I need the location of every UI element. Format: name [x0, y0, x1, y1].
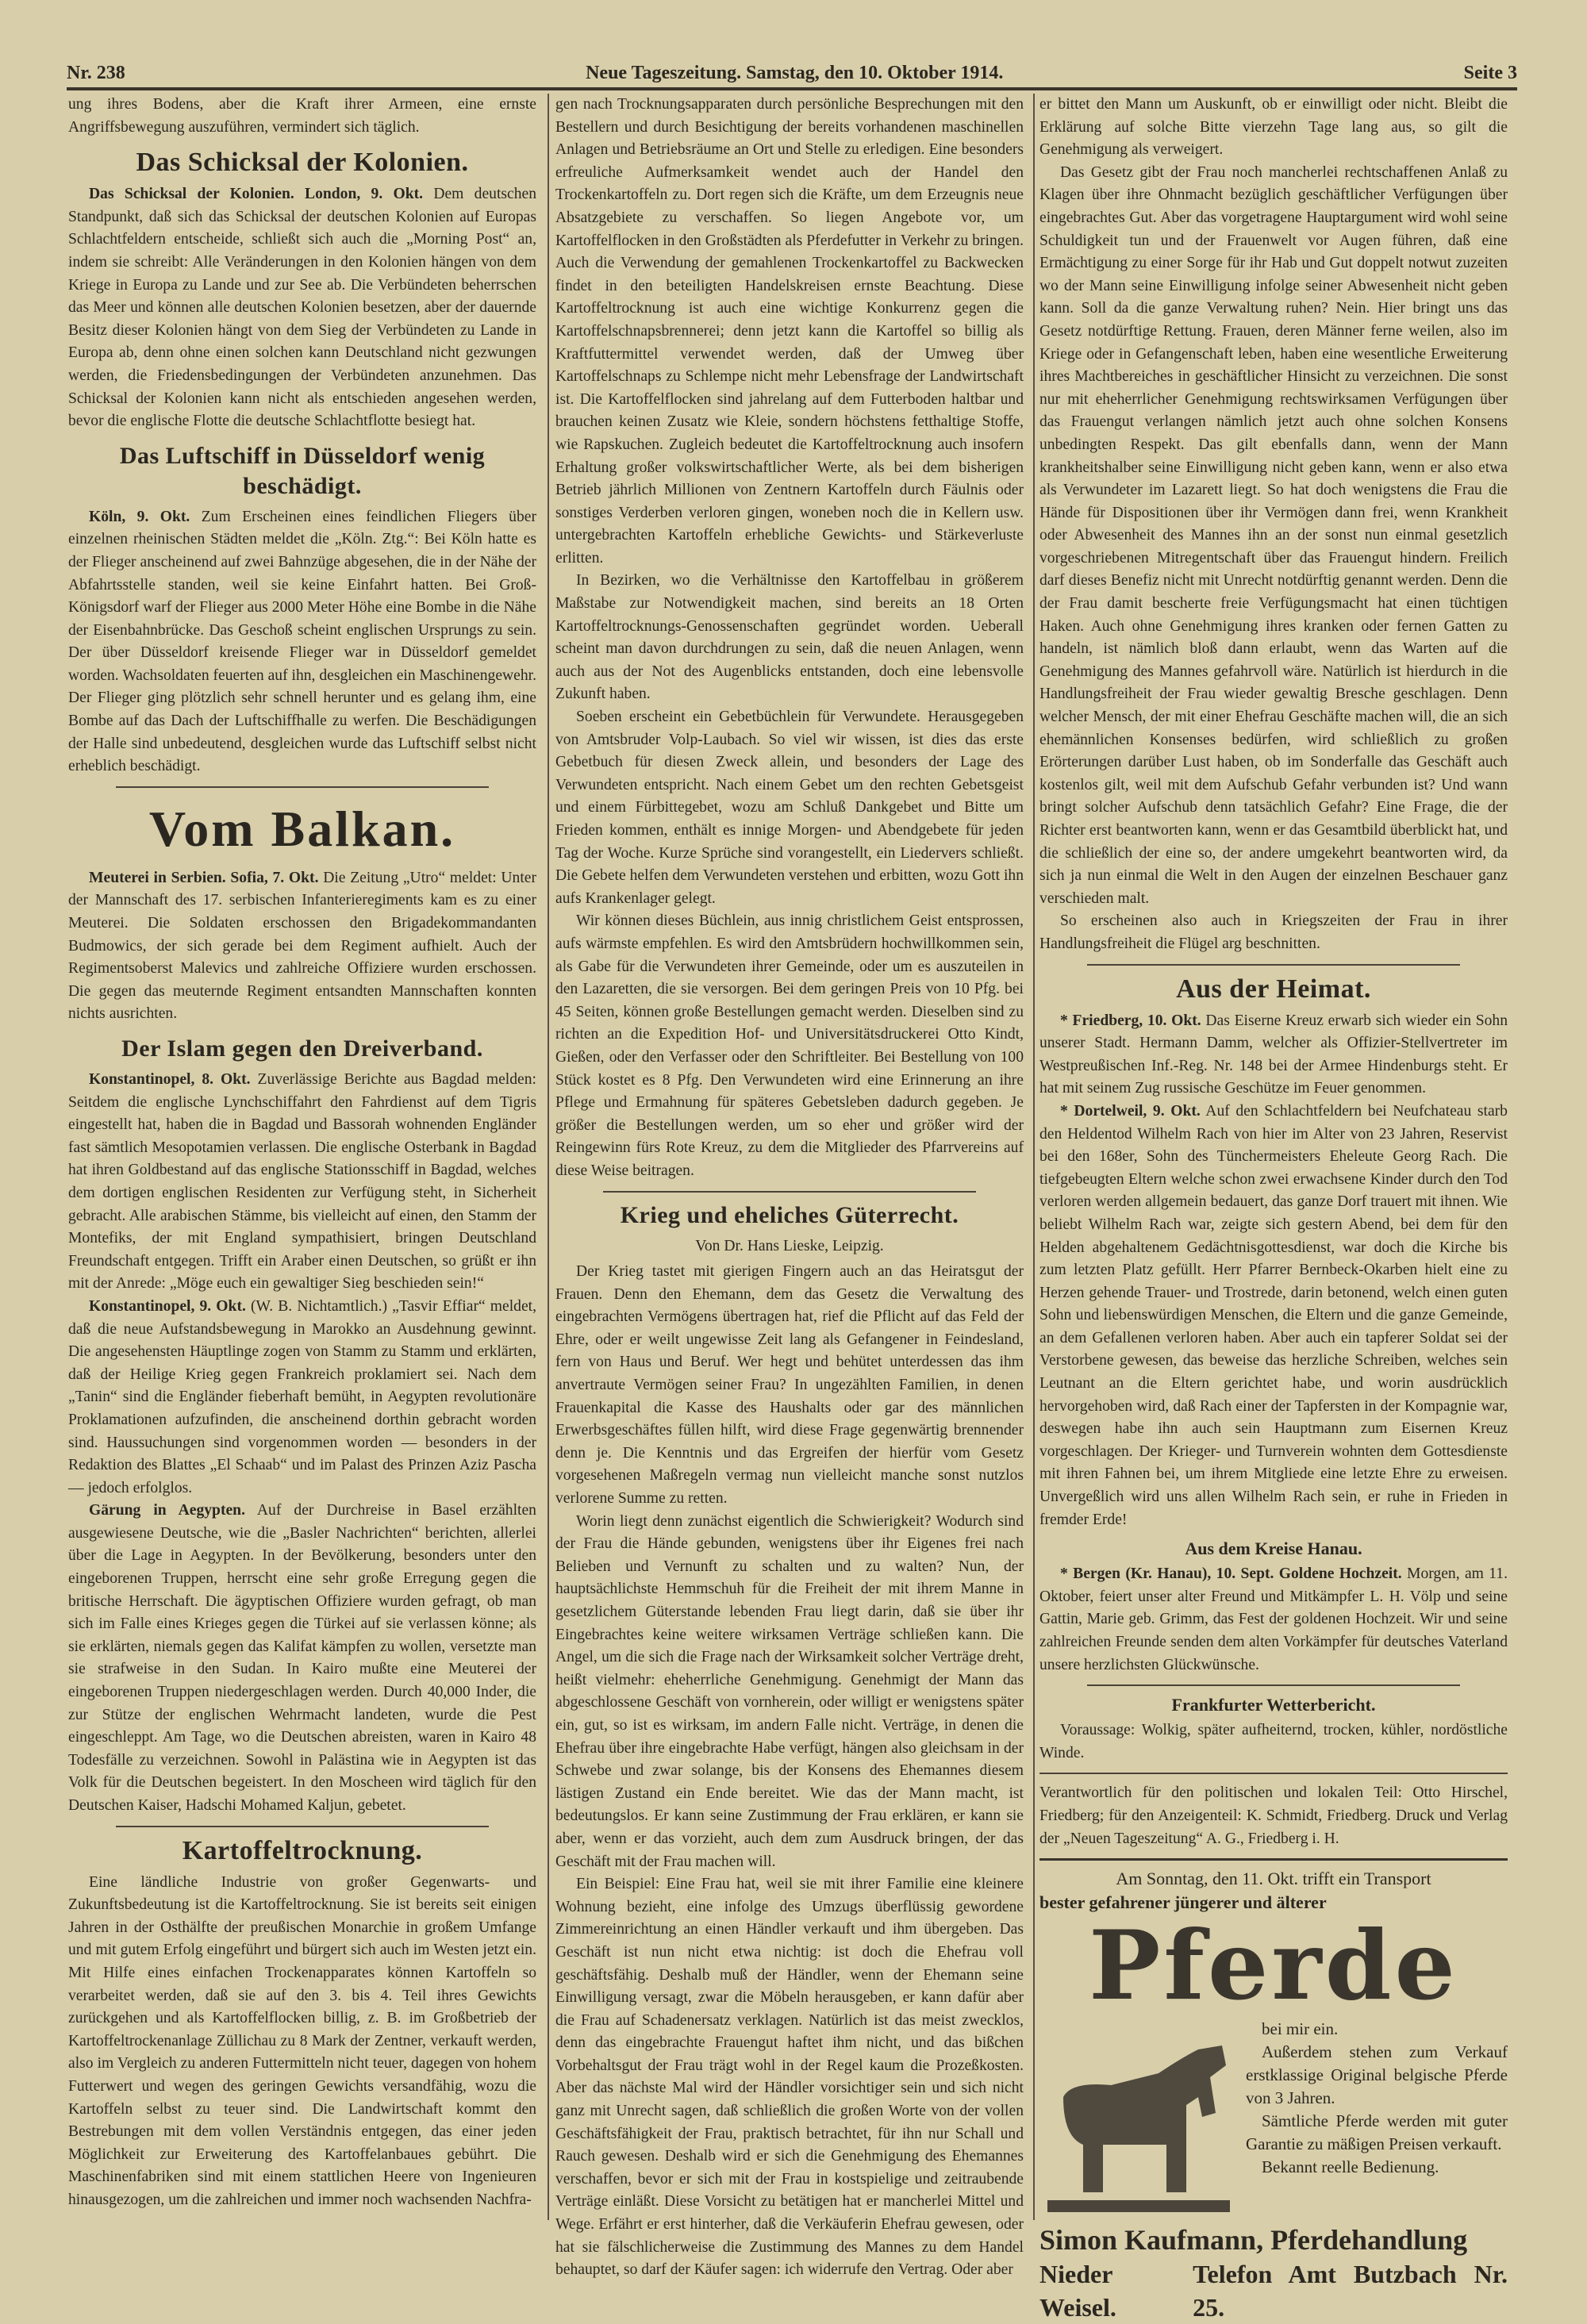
article-islam-3	[68, 1500, 536, 1817]
article-luftschiff	[68, 506, 536, 778]
article-balkan	[68, 867, 536, 1026]
paragraph: Das Gesetz gibt der Frau noch mancherlei rechtschaffenen Anlaß zu Klagen über ihre Ohnmacht bezüglich geschäftlicher Verfügungen über eingebrachtes Gut. Aber das vorgetragene Hauptargument wird wohl seine Schuldigkeit tun und der Frauenwelt vor Augen führen, daß eine Ermächtigung zu einer Sorge für ihr Hab und Gut doppelt notwut zuzeiten wo der Mann seine Einwilligung infolge seiner Abwesenheit nicht geben kann. Soll da die ganze Verwaltung ruhen? Nein. Hier bringt uns das Gesetz notdürftige Rettung. Frauen, deren Männer ferne weilen, also im Kriege oder in Gefangenschaft leben, haben eine wesentliche Erweiterung ihres Machtbereiches in geschäftlicher Hinsicht zu verzeichnen. Die sonst nur mit eheherrlicher Genehmigung rechtswirksamen Verfügungen über das Frauengut verlangen nämlich jetzt auch ohne solchen Konsens unbedingten Respekt. Das gilt ebenfalls dann, wenn der Mann krankheitshalber seine Einwilligung nicht geben kann, wenn er also etwa als Verwundeter im Lazarett liegt. So hat doch wenigstens die Frau die Hände für Dispositionen über ihr Vermögen dann frei, wenn Krankheit oder Abwesenheit des Mannes ihn an der sonst nun einmal gesetzlich vorgeschriebenen Mitregentschaft über das Frauengut hindern. Freilich darf dieses Benefiz nicht mit Unrecht notdürftig genannt werden. Denn die der Frau damit bescherte freie Verfügungsmacht hat einen tüchtigen Haken. Auch ohne Genehmigung ihres kranken oder fernen Gatten zu handeln, ist nämlich bloß dann erlaubt, wenn das Warten auf die Genehmigung des Mannes gefahrvoll wäre. Natürlich ist hierdurch in die Handlungsfreiheit der Frau wieder gewaltig Bresche geschlagen. Denn welcher Mensch, der mit einer Ehefrau Geschäfte machen will, die an sich ehemännlichen Konsenses bedürfen, wird schließlich zu großen Erörterungen darüber Lust haben, ob im Sonderfalle das Geschäft auch kostenlos gilt, weil mit dem Aufschub Gefahr verbunden ist? Und wann bringt solcher Aufschub denn tatsächlich Gefahr? Eine Frage, die der Richter erst beantworten kann, wenn er das Gesamtbild überblickt hat, und die schließlich der eine so, der andere umgekehrt beantworten wird, da sich ja nun einmal die Welt in den Augen der einzelnen Beschauer ganz verschieden malt.	[1039, 163, 1508, 907]
headline-kolonien: Das Schicksal der Kolonien.	[136, 148, 469, 178]
headline-luftschiff: Das Luftschiff in Düsseldorf wenig beschädigt.	[119, 442, 486, 499]
ad-intro: Am Sonntag, den 11. Okt. trifft ein Transport	[1116, 1869, 1431, 1889]
issue-number: Nr. 238	[67, 63, 125, 83]
ad-text: bei mir ein.	[1262, 2019, 1339, 2039]
article-text: Zum Erscheinen eines feindlichen Fliegers über einzelnen rheinischen Städten meldet die „Köln. Ztg.“: Bei Köln hatte es der Flieger anscheinend auf zwei Bahnzüge abgesehen, die in der Nähe der Abfahrtsstelle standen, weil sie keine Einfahrt hatten. Bei Groß-Königsdorf warf der Flieger aus 2000 Meter Höhe eine Bombe in die Nähe der Eisenbahnbrücke. Das Geschoß scheint englischen Ursprungs zu sein. Der über Düsseldorf kreisende Flieger war in Düsseldorf gemeldet worden. Wachsoldaten feuerten auf ihn, desgleichen ein Maschinengewehr. Der Flieger ging plötzlich sehr schnell herunter und es gelang ihm, eine Bombe auf das Dach der Luftschiffhalle zu werfen. Die Beschädigungen der Halle sind unbedeutend, desgleichen wurde das Luftschiff selbst nicht erheblich beschädigt.	[68, 508, 537, 775]
article-text: Die Zeitung „Utro“ meldet: Unter der Mannschaft des 17. serbischen Infanterieregiments kam es zu einer Meuterei. Die Soldaten erschossen den Brigadekommandanten Budmowics, der sich gerade bei dem Regiment aufhielt. Auch der Regimentsoberst Malevics und zahlreiche Offiziere wurden erschossen. Die gegen das meuternde Regiment entsandten Mannschaften konnten nichts ausrichten.	[68, 869, 536, 1023]
divider	[1087, 1684, 1460, 1686]
paragraph: Wir können dieses Büchlein, aus innig christlichem Geist entsprossen, aufs wärmste empfehlen. Es wird den Amtsbrüdern hochwillkommen sein, als Gabe für die Verwundeten ihrer Gemeinde, oder um es auszuteilen in den Lazaretten, die sie versorgen. Bei dem geringen Preis von 10 Pfg. bei 45 Seiten, können große Bestellungen gemacht werden. Dieselben sind zu richten an die Expedition Hof- und Universitätsdruckerei Otto Kindt, Gießen, oder den Verfasser oder den Schriftleiter. Bei Bestellung von 100 Stück kostet es 8 Pfg. Den Verwundeten wird eine Erinnerung an ihre Pflege und Ermahnung für späteres Gebetsleben dadurch gegeben. Je größer die Bestellungen werden, um so eher und größer wird der Reingewinn fürs Rote Kreuz, zu dem die Mitglieder des Pfarrvereins auf diese Weise beitragen.	[555, 912, 1024, 1179]
ad-text: Bekannt reelle Bedienung.	[1262, 2157, 1439, 2177]
article-islam-2	[68, 1296, 536, 1500]
dateline: * Dortelweil, 9. Okt.	[1060, 1102, 1201, 1120]
dateline: Konstantinopel, 9. Okt.	[89, 1297, 246, 1315]
column-2	[555, 94, 1024, 2282]
paragraph: Der Krieg tastet mit gierigen Fingern auch an das Heiratsgut der Frauen. Denn den Ehemann, dem das Gesetz die Verwaltung des eingebrachten Vermögens übertragen hat, rief die Pflicht auf das Feld der Ehre, oder er weilt ungewisse Zeit lang als Gefangener in Feindesland, fern von Haus und Beruf. Wer hegt und behütet unterdessen das ihm anvertraute Vermögen seiner Frau? In ungezählten Familien, in denen Frauenkapital die Kasse des Haushalts oder gar des männlichen Erwerbsgeschäftes füllen hilft, wird diese Frage gegenwärtig brennender denn je. Die Kenntnis und das Ergreifen der hierfür vom Gesetz vorgesehenen Maßregeln vermag nun vielleicht manche sonst nutzlos verlorene Summe zu retten.	[555, 1263, 1024, 1508]
weather-forecast: Voraussage: Wolkig, später aufheiternd, trocken, kühler, nordöstliche Winde.	[1039, 1722, 1508, 1761]
dateline: * Bergen (Kr. Hanau), 10. Sept. Goldene Hochzeit.	[1060, 1565, 1402, 1583]
paragraph: Soeben erscheint ein Gebetbüchlein für Verwundete. Herausgegeben von Amtsbruder Volp-Laubach. So viel wir wissen, ist dies das erste Gebetbuch für diesen Zweck allein, und besonders der Lage des Verwundeten entspricht. Nach einem Gebet um den rechten Gebetsgeist und einem Fürbittegebet, wozu am Schluß Dankgebet und Bitte um Frieden kommen, enthält es innige Morgen- und Abendgebete für jeden Tag der Woche. Kurze Sprüche sind vorangestellt, ein Liedervers schließt. Die Gebete helfen dem Verwundeten verstehen und erbitten, wozu Gott ihn aufs Krankenlager gelegt.	[555, 709, 1024, 907]
column-1	[68, 94, 536, 2212]
divider	[116, 1826, 489, 1827]
dateline: Gärung in Aegypten.	[89, 1502, 245, 1519]
continued-text: gen nach Trocknungsapparaten durch persönliche Besprechungen mit den Bestellern und durch Besichtigung der bereits vorhandenen maschinellen Anlagen und Betriebsräume an Ort und Stelle zu erledigen. Eine besonders erfreuliche Aufmerksamkeit wendet auch der Handel den Trockenkartoffeln zu. Dort regen sich die Kräfte, um dem Erzeugnis neue Absatzgebiete zu verschaffen. So liegen Angebote vor, um Kartoffelflocken in den Großstädten als Pferdefutter in Verkehr zu bringen. Auch die Verwendung der gemahlenen Trockenkartoffel zu Backwecken findet in den beteiligten Handelskreisen ernste Beachtung. Diese Kartoffeltrocknung ist auch eine wichtige Konkurrenz gegen die Kartoffelschnapsbrennerei; denn jetzt kann die Kartoffel so billig als Kraftfuttermittel verwendet werden, daß der Umweg über Kartoffelschnaps zu Schlempe nicht mehr Lebensfrage der Landwirtschaft ist. Die Kartoffelflocken sind jahrelang auf dem Futterboden haltbar und brauchen keinen Zusatz wie Kleie, sondern höchstens fetthaltige Stoffe, wie Rapskuchen. Zugleich bedeutet die Kartoffeltrocknung auch insofern Erhaltung großer volkswirtschaftlicher Werte, als bei dem bisherigen Betrieb jährlich Millionen von Zentnern Kartoffeln durch Fäulnis oder sonstiges Verderben verloren gingen, woneben noch die in Kellern usw. untergebrachten Kartoffeln erhebliche Gewichts- und Stärkeverluste erlitten.	[555, 96, 1024, 567]
column-divider	[548, 94, 549, 2220]
continued-text: ung ihres Bodens, aber die Kraft ihrer Armeen, eine ernste Angriffsbewegung auszuführen, vermindert sich täglich.	[68, 96, 536, 136]
horse-advertisement	[1039, 1858, 1508, 2324]
article-text: Das Eiserne Kreuz erwarb sich wieder ein Sohn unserer Stadt. Hermann Damm, welcher als Offizier-Stellvertreter im Westpreußischen Inf.-Reg. Nr. 148 bei der Armee Hindenburgs steht. Er hat mit seinem Zug russische Geschütze im Feuer genommen.	[1039, 1012, 1508, 1097]
headline-heimat: Aus der Heimat.	[1176, 974, 1371, 1004]
ad-firm-name: Simon Kaufmann, Pferdehandlung	[1039, 2224, 1468, 2257]
column-divider	[1033, 94, 1035, 2220]
dateline: Das Schicksal der Kolonien. London, 9. Okt.	[89, 186, 424, 203]
paragraph: Ein Beispiel: Eine Frau hat, weil sie mit ihrer Familie eine kleinere Wohnung bezieht, eine infolge des Umzugs überflüssig gewordene Zimmereinrichtung an einen Händler verkauft und ihm übergeben. Das Geschäft ist nun nicht etwa nichtig: ist doch die Ehefrau voll geschäftsfähig. Deshalb muß der Händler, wenn der Ehemann seine Einwilligung versagt, zwar die Möbeln herausgeben, er kann dafür aber die Frau auf Schadenersatz verklagen. Natürlich ist das meist zwecklos, denn das eingebrachte Frauengut haftet ihm nicht, und das bißchen Vorbehaltsgut der Frau trägt wohl in der Regel kaum die Prozeßkosten. Aber das nächste Mal wird der Händler vorsichtiger sein und sich nicht ganz mit Unrecht sagen, daß schließlich die großen Worte von der vollen Geschäftsfähigkeit der Frau, praktisch betrachtet, für ihn nur Schall und Rauch gewesen. Deshalb wird er sich die Genehmigung des Ehemannes verschaffen, bevor er sich mit der Frau in kostspielige und zeitraubende Verträge einläßt. Diese Vorsicht zu betätigen hat er mancherlei Mittel und Wege. Erfährt er erst hinterher, daß die Verkäuferin Ehefrau gewesen, oder hat sie fälschlicherweise die Zustimmung des Mannes zu dem Handel behauptet, so darf der Käufer sagen: ich widerrufe den Vertrag. Oder aber	[555, 1876, 1024, 2279]
header-rule	[67, 87, 1517, 90]
ad-intro: bester gefahrener jüngerer und älterer	[1039, 1892, 1327, 1913]
paragraph: So erscheinen also auch in Kriegszeiten der Frau in ihrer Handlungsfreiheit die Flügel arg beschnitten.	[1039, 912, 1508, 952]
newspaper-title-date: Neue Tageszeitung. Samstag, den 10. Oktober 1914.	[586, 63, 1004, 83]
news-bergen	[1039, 1563, 1508, 1677]
column-3	[1039, 94, 1508, 2324]
headline-islam: Der Islam gegen den Dreiverband.	[121, 1035, 483, 1062]
ad-text: Sämtliche Pferde werden mit guter Garantie zu mäßigen Preisen verkauft.	[1246, 2111, 1508, 2154]
paragraph: In Bezirken, wo die Verhältnisse den Kartoffelbau in größerem Maßstabe zur Notwendigkeit machen, sind bereits an 18 Orten Kartoffeltrocknungs-Genossenschaften gegründet worden. Ueberall scheint man davon durchdrungen zu sein, daß die neuen Anlagen, wenn auch aus der Not des Augenblicks entstanden, doch eine lebensvolle Zukunft haben.	[555, 572, 1024, 703]
byline: Von Dr. Hans Lieske, Leipzig.	[695, 1237, 884, 1254]
article-kartoffel: Eine ländliche Industrie von großer Gegenwarts- und Zukunftsbedeutung ist die Kartoffeltrocknung. Sie ist bereits seit einigen Jahren in der Osthälfte der preußischen Monarchie in großem Umfange und mit gutem Erfolg eingeführt und bürgert sich auch im Westen jetzt ein. Mit Hilfe eines einfachen Trockenapparates können Kartoffeln so verarbeitet werden, daß sie auf den 3. bis 4. Teil ihres Gewichts zurückgehen und als Kartoffelflocken billig, z. B. im Großbetrieb der Kartoffeltrockenanlage Züllichau zu 8 Mark der Zentner, verkauft werden, also im Vergleich zu anderen Futtermitteln nicht teuer, dagegen von hohem Futterwert und wegen des geringen Gewichts versandfähig, wozu die Kartoffeln selbst zu teuer sind. Die Landwirtschaft kommt den Bestrebungen mit dem vollen Verständnis entgegen, das einer jeden Möglichkeit zur Erweiterung des Kartoffelanbaues gebührt. Die Maschinenfabriken sind mit einem stattlichen Heere von Ingenieuren hinausgezogen, um die zahlreichen und immer noch wachsenden Nachfra-	[68, 1873, 536, 2208]
divider	[603, 1191, 976, 1193]
ad-text: Außerdem stehen zum Verkauf erstklassige Original belgische Pferde von 3 Jahren.	[1246, 2042, 1508, 2108]
divider	[116, 786, 489, 788]
dateline: * Friedberg, 10. Okt.	[1060, 1012, 1201, 1029]
news-friedberg	[1039, 1010, 1508, 1101]
article-text: Zuverlässige Berichte aus Bagdad melden: Seitdem die englische Lynchschiffahrt den Fahrdienst auf dem Tigris eingestellt hat, haben die in Bagdad und Bassorah wohnenden Engländer fast sämtlich Mesopotamien verlassen. Die englische Osterbank in Bagdad hat ihren Goldbestand auf das englische Stationsschiff in Bagdad, welches dem dortigen englischen Residenten zur Verfügung steht, in Sicherheit gebracht. Alle arabischen Stämme, bis vielleicht auf einen, den Stamm der Montefiks, der mit England sympathisiert, bringen Deutschland Freundschaft entgegen. Trifft ein Araber einen Deutschen, so grüßt er ihn mit der Anrede: „Möge euch ein gewaltiger Sieg beschieden sein!“	[68, 1071, 536, 1293]
article-text: Morgen, am 11. Oktober, feiert unser alter Freund und Mitkämpfer L. H. Völp und seine Gattin, Marie geb. Grimm, das Fest der goldenen Hochzeit. Wir und seine zahlreichen Freunde senden dem alten Vorkämpfer für deutsches Vaterland unsere herzlichsten Glückwünsche.	[1039, 1565, 1508, 1673]
article-islam-1	[68, 1069, 536, 1296]
horse-icon	[1039, 2018, 1238, 2216]
paragraph: Worin liegt denn zunächst eigentlich die Schwierigkeit? Wodurch sind der Frau die Hände gebunden, wenigstens über ihr Eigenes frei nach Belieben und Vernunft zu schalten und zu walten? Nun, der hauptsächlichste Hemmschuh für die Freiheit der mit ihrem Manne in gesetzlichem Güterstande lebenden Frau liegt darin, daß sie über ihr Eingebrachtes keine weitere wirksamen Verträge schließen kann. Die Angel, um die sich die Frage nach der Wirksamkeit solcher Verträge dreht, heißt vielmehr: eheherrliche Genehmigung. Genehmigt der Mann das abgeschlossene Geschäft von vornherein, oder willigt er wenigstens später ein, gut, so ist es wirksam, im andern Falle nicht. Verträge, in denen die Ehefrau über ihre eingebrachte Habe verfügt, hängen also gleichsam in der Schwebe und zwar solange, bis der Konsens des Ehemannes diesem lästigen Zustand ein Ende bereitet. Wie das der Mann macht, ist bedeutungslos. Er kann seine Zustimmung der Frau erklären, er kann sie aber, wenn er das vorzieht, auch dem zum Ausdruck bringen, der das Geschäft mit der Frau machen will.	[555, 1512, 1024, 1870]
ad-headline: Pferde	[1089, 1910, 1458, 2022]
article-text: Auf der Durchreise in Basel erzählten ausgewiesene Deutsche, wie die „Basler Nachrichten“ berichten, allerlei über die Lage in Aegypten. In der Bevölkerung, besonders unter den eingeborenen Truppen, herrscht eine sehr große Erregung gegen die britische Herrschaft. Die ägyptischen Offiziere wurden gefragt, ob man sich im Falle eines Krieges gegen die Türkei auf sie verlassen könne; als sie erklärten, niemals gegen das Kalifat kämpfen zu wollen, versetzte man sie strafweise in den Sudan. In Kairo mußte eine Meuterei der eingeborenen Truppen niedergeschlagen werden. Durch 40,000 Inder, die zur Stütze der englischen Wehrmacht landeten, wurde die Pest eingeschleppt. Am Tage, wo die Deutschen abreisten, waren in Kairo 48 Todesfälle zu verzeichnen. Sowohl in Palästina wie in Aegypten ist das Volk für die Deutschen begeistert. In den Moscheen wird täglich für den Deutschen Kaiser, Hadschi Mohamed Kaljun, gebetet.	[68, 1502, 536, 1814]
dateline: Köln, 9. Okt.	[89, 508, 190, 525]
article-text: (W. B. Nichtamtlich.) „Tasvir Effiar“ meldet, daß die neue Aufstandsbewegung in Marokko an Ausdehnung gewinnt. Die angesehensten Häuptlinge zogen von Stamm zu Stamm und erklärten, daß der Heilige Krieg gegen Frankreich proklamiert sei. Nach dem „Tanin“ sind die Engländer fieberhaft bemüht, in Aegypten revolutionäre Proklamationen aufzufinden, die anscheinend dorthin gebracht worden sind. Haussuchungen sind vorgenommen worden — besonders in der Redaktion des Blattes „El Schaab“ und im Palast des Prinzen Aziz Pascha — jedoch erfolglos.	[68, 1297, 537, 1496]
dateline: Konstantinopel, 8. Okt.	[89, 1071, 251, 1088]
headline-wetter: Frankfurter Wetterbericht.	[1171, 1695, 1376, 1715]
masthead	[67, 57, 1517, 84]
dateline: Meuterei in Serbien. Sofia, 7. Okt.	[89, 869, 319, 886]
continued-text: er bittet den Mann um Auskunft, ob er einwilligt oder nicht. Bleibt die Erklärung auf solche Bitte vierzehn Tage lang aus, so gilt die Genehmigung als verweigert.	[1039, 96, 1508, 159]
news-dortelweil	[1039, 1101, 1508, 1531]
headline-kartoffel: Kartoffeltrocknung.	[182, 1835, 423, 1865]
article-text: Auf den Schlachtfeldern bei Neufchateau starb den Heldentod Wilhelm Rach von hier im Alter von 23 Jahren, Reservist bei den 168er, Sohn des Tünchermeisters Eheleute Georg Rach. Die tiefgebeugten Eltern welche schon zwei erwachsene Kinder durch den Tod verloren werden allgemein bedauert, das ganze Dorf trauert mit ihnen. Wie beliebt Wilhelm Rach war, zeigte sich gestern Abend, bei dem für den Helden abgehaltenem Gedächtnisgottesdienst, war doch die Kirche bis zum letzten Platz gefüllt. Herr Pfarrer Bernbeck-Okarben hielt eine zu Herzen gehende Trauer- und Trostrede, darin betonend, welch einen guten Sohn und liebenswürdigen Menschen, die Eltern und die ganze Gemeinde, an dem Gefallenen verloren haben. Aber auch ein tapferer Soldat sei der Verstorbene gewesen, das beweise das herzliche Schreiben, welches sein Leutnant an die Eltern gerichtet habe, und worin ausdrücklich hervorgehoben wird, daß Rach einer der Tapfersten in der Kompagnie war, deswegen habe ihn auch sein Hauptmann zum Eisernen Kreuz vorgeschlagen. Der Krieger- und Turnverein wohnten dem Gottesdienste mit ihren Fahnen bei, um ihrem Mitgliede eine letzte Ehre zu erweisen. Unvergeßlich wird uns allen Wilhelm Rach sein, er ruhe in Frieden in fremder Erde!	[1039, 1102, 1508, 1528]
headline-balkan: Vom Balkan.	[148, 800, 456, 857]
imprint: Verantwortlich für den politischen und lokalen Teil: Otto Hirschel, Friedberg; für den Anzeigenteil: K. Schmidt, Friedberg. Druck und Verlag der „Neuen Tageszeitung“ A. G., Friedberg i. H.	[1039, 1784, 1508, 1847]
divider	[1087, 964, 1460, 966]
article-text: Dem deutschen Standpunkt, daß sich das Schicksal der deutschen Kolonien auf Europas Schlachtfeldern entscheide, schließt sich auch die „Morning Post“ an, indem sie schreibt: Alle Veränderungen in den Kolonien hängen von dem Kriege in Europa zu Lande und zur See ab. Die Verbündeten beherrschen das Meer und können alle deutschen Kolonien besetzen, aber der dauernde Besitz dieser Kolonien hängt von dem Sieg der Verbündeten zu Lande in Europa ab, denn ohne einen solchen kann Deutschland nicht gezwungen werden, die Friedensbedingungen der Verbündeten anzunehmen. Das Schicksal der Kolonien kann nicht als entschieden angesehen werden, bevor die englische Flotte die deutsche Schlachtflotte besiegt hat.	[68, 186, 536, 430]
ad-phone: Telefon Amt Butzbach Nr. 25.	[1193, 2260, 1508, 2322]
ad-place: Nieder Weisel.	[1039, 2260, 1116, 2322]
headline-gueterrecht: Krieg und eheliches Güterrecht.	[620, 1201, 959, 1228]
page-number: Seite 3	[1463, 63, 1517, 83]
article-kolonien	[68, 183, 536, 433]
divider	[1039, 1773, 1508, 1774]
subheading-hanau: Aus dem Kreise Hanau.	[1185, 1538, 1362, 1559]
